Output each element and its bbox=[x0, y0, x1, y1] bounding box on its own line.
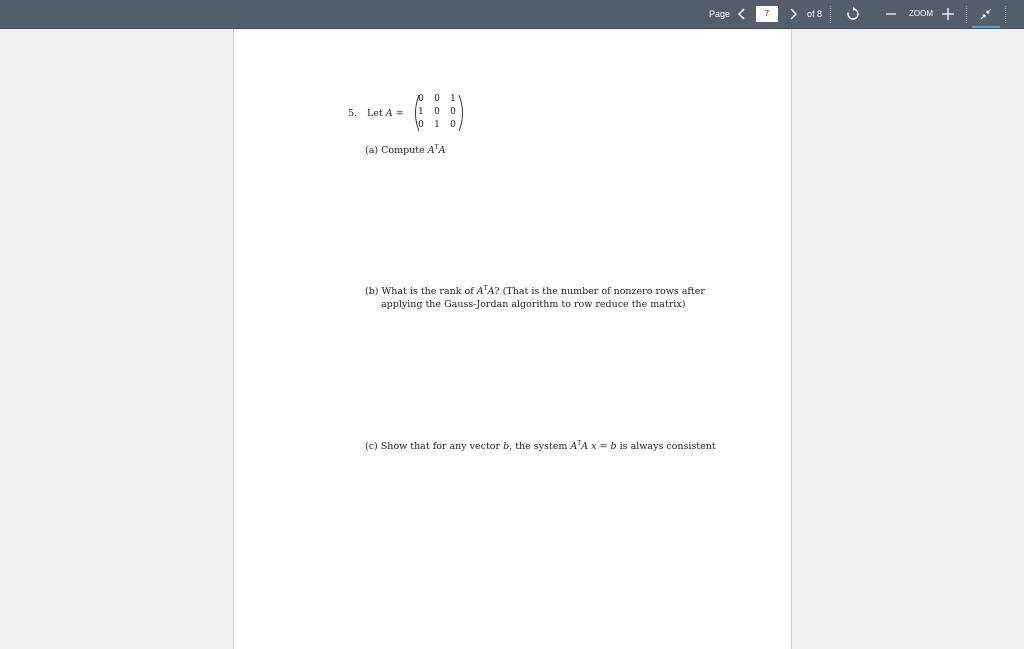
expr-tail: A x = bbox=[581, 441, 611, 452]
plus-icon[interactable] bbox=[941, 7, 955, 21]
question-number: 5. bbox=[348, 108, 358, 119]
page-number-input[interactable] bbox=[756, 6, 778, 22]
expr-tail: A bbox=[487, 286, 495, 297]
matrix-cell: 0 bbox=[418, 120, 424, 130]
toolbar-divider bbox=[1005, 6, 1006, 23]
part-b-line-2: applying the Gauss-Jordan algorithm to row reduce the matrix) bbox=[381, 299, 686, 310]
expr-base: A bbox=[427, 145, 435, 156]
part-b-lead: (b) What is the rank of bbox=[365, 286, 474, 297]
rotate-icon[interactable] bbox=[845, 6, 861, 22]
expr-base: A bbox=[570, 441, 578, 452]
matrix-cell: 0 bbox=[418, 94, 424, 104]
toolbar-divider bbox=[830, 6, 831, 23]
part-b-after: ? (That is the number of nonzero rows after bbox=[494, 286, 705, 297]
transpose-sup: T bbox=[483, 284, 488, 292]
rhs-vector: b bbox=[610, 441, 617, 452]
expr-base: A bbox=[476, 286, 484, 297]
part-c-text bbox=[365, 441, 716, 452]
pdf-toolbar bbox=[0, 0, 1024, 29]
transpose-sup: T bbox=[577, 439, 582, 447]
matrix-cell: 0 bbox=[434, 94, 440, 104]
part-c-mid: , the system bbox=[509, 441, 568, 452]
page-label: Page bbox=[709, 9, 731, 19]
equals-sign: = bbox=[395, 108, 404, 119]
page-count-label: of 8 bbox=[807, 9, 823, 19]
let-word: Let bbox=[367, 108, 383, 119]
toolbar-divider bbox=[966, 6, 967, 23]
question-statement bbox=[367, 108, 404, 119]
vector-name: b bbox=[503, 441, 510, 452]
expr-tail: A bbox=[438, 145, 446, 156]
matrix-cell: 0 bbox=[450, 120, 456, 130]
chevron-right-icon[interactable] bbox=[786, 5, 800, 23]
zoom-label: ZOOM bbox=[909, 9, 933, 18]
transpose-sup: T bbox=[434, 143, 439, 151]
matrix-cell: 1 bbox=[418, 107, 424, 117]
chevron-left-icon[interactable] bbox=[735, 5, 749, 23]
matrix-cell: 1 bbox=[450, 94, 456, 104]
part-c-tail: is always consistent bbox=[616, 441, 716, 452]
collapse-arrows-icon[interactable] bbox=[972, 0, 1000, 28]
document-page bbox=[233, 29, 792, 649]
matrix-cell: 0 bbox=[450, 107, 456, 117]
matrix-a bbox=[411, 93, 467, 133]
part-a-label: (a) Compute bbox=[365, 145, 425, 156]
matrix-cell: 1 bbox=[434, 120, 440, 130]
matrix-cell: 0 bbox=[434, 107, 440, 117]
part-b-line-1 bbox=[365, 286, 705, 297]
part-c-lead: (c) Show that for any vector bbox=[365, 441, 501, 452]
minus-icon[interactable] bbox=[885, 7, 897, 21]
matrix-name: A bbox=[385, 108, 393, 119]
part-a-text bbox=[365, 145, 446, 156]
